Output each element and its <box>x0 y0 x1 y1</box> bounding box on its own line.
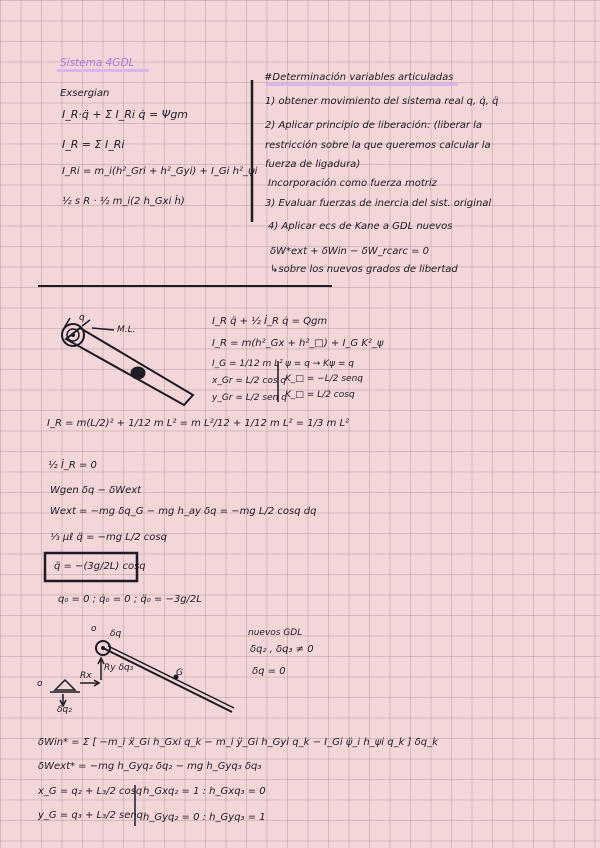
mid-eq-4: x_Gr = L/2 cos q <box>212 376 287 386</box>
work-eq-initial: q₀ = 0 ; q̇₀ = 0 ; q̈₀ = −3g/2L <box>58 594 202 605</box>
step-1: 1) obtener movimiento del sistema real q, q̇, q̈ <box>265 96 499 107</box>
heading-determinacion: #Determinación variables articuladas <box>264 72 454 83</box>
section-title: Sistema 4GDL <box>60 57 135 69</box>
work-eq-5: ⅓ μℓ q̈ = −mg L/2 cosq <box>50 532 167 543</box>
fig2-label-o: o <box>91 624 97 634</box>
new-gdl-title: nuevos GDL <box>248 628 303 638</box>
step-3: 3) Evaluar fuerzas de inercia del sist. original <box>265 198 492 209</box>
bottom-eq-1: δWin* = Σ [ −m_i ẍ_Gi h_Gxi q_k − m_i ÿ_Gi h_Gyi q_k − I_Gi ψ̈_i h_ψi q_k ] δq_k <box>38 737 438 748</box>
bottom-eq-6: h_Gyq₂ = 0 : h_Gyq₃ = 1 <box>143 812 266 823</box>
fig2-label-dq: δq <box>110 629 122 639</box>
mid-eq-3: I_G = 1/12 m L² <box>212 359 283 369</box>
bottom-eq-5: h_Gxq₂ = 1 : h_Gxq₃ = 0 <box>143 786 266 797</box>
mid-eq-6: ψ = q → Kψ = q <box>285 359 354 369</box>
kane-equation: δW*ext + δWin − δW_rcarc = 0 <box>270 246 430 257</box>
mid-eq-2: I_R = m(h²_Gx + h²_□) + I_G K²_ψ <box>212 338 384 349</box>
step-4: 4) Aplicar ecs de Kane a GDL nuevos <box>268 221 453 232</box>
left-eq-2: I_R·q̈ + Σ I_Ri q̇ = Ψgm <box>62 108 189 121</box>
new-gdl-2: δq = 0 <box>252 666 286 677</box>
fig2-label-ry: Ry δq₃ <box>104 663 134 673</box>
mid-eq-1: I_R q̈ + ½ İ_R q̇ = Qgm <box>212 316 328 327</box>
mid-eq-5: y_Gr = L/2 sen q <box>212 393 287 403</box>
work-eq-2: ½ İ_R = 0 <box>48 460 97 471</box>
kane-note: ↳sobre los nuevos grados de libertad <box>270 264 458 275</box>
step-2: 2) Aplicar principio de liberación: (liberar la <box>265 120 483 131</box>
step-2-cont2: fuerza de ligadura) <box>265 159 361 170</box>
left-eq-5: ½ s R · ½ m_i(2 h_Gxi ḣ) <box>62 196 185 207</box>
work-eq-4: Wext = −mg δq_G − mg h_ay δq = −mg L/2 cosq dq <box>50 506 317 517</box>
fig2-label-g: G <box>176 668 183 678</box>
bottom-eq-4: y_G = q₃ + L₃/2 senq <box>38 810 144 821</box>
fig2-label-dq2: δq₂ <box>57 705 72 715</box>
left-eq-3: I_R = Σ I_Ri <box>62 138 125 151</box>
work-eq-3: Wgen δq − δWext <box>50 485 142 496</box>
bottom-eq-2: δWext* = −mg h_Gyq₂ δq₂ − mg h_Gyq₃ δq₃ <box>38 761 262 772</box>
fig1-label-ml: M.L. <box>117 325 136 335</box>
step-2-cont: restricción sobre la que queremos calcular la <box>265 140 491 151</box>
new-gdl-1: δq₂ , δq₃ ≠ 0 <box>250 644 314 655</box>
mid-eq-8: K_□ = L/2 cosq <box>285 390 355 400</box>
bottom-eq-3: x_G = q₂ + L₃/2 cosq <box>38 786 143 797</box>
work-eq-boxed: q̈ = −(3g/2L) cosq <box>54 561 146 572</box>
work-eq-1: I_R = m(L/2)² + 1/12 m L² = m L²/12 + 1/12 m L² = 1/3 m L² <box>47 418 350 429</box>
left-eq-1: Exsergian <box>60 88 110 99</box>
bar-figure-2 <box>50 641 234 712</box>
left-eq-4: I_Ri = m_i(h²_Gri + h²_Gyi) + I_Gi h²_ψi <box>62 166 258 177</box>
mid-eq-7: K_□ = −L/2 senq <box>285 374 363 384</box>
fig2-label-rx: Rx <box>80 671 92 681</box>
step-2-incorp: Incorporación como fuerza motriz <box>268 178 437 189</box>
fig2-label-o2: o <box>37 679 43 689</box>
fig1-label-q: q <box>79 313 85 323</box>
